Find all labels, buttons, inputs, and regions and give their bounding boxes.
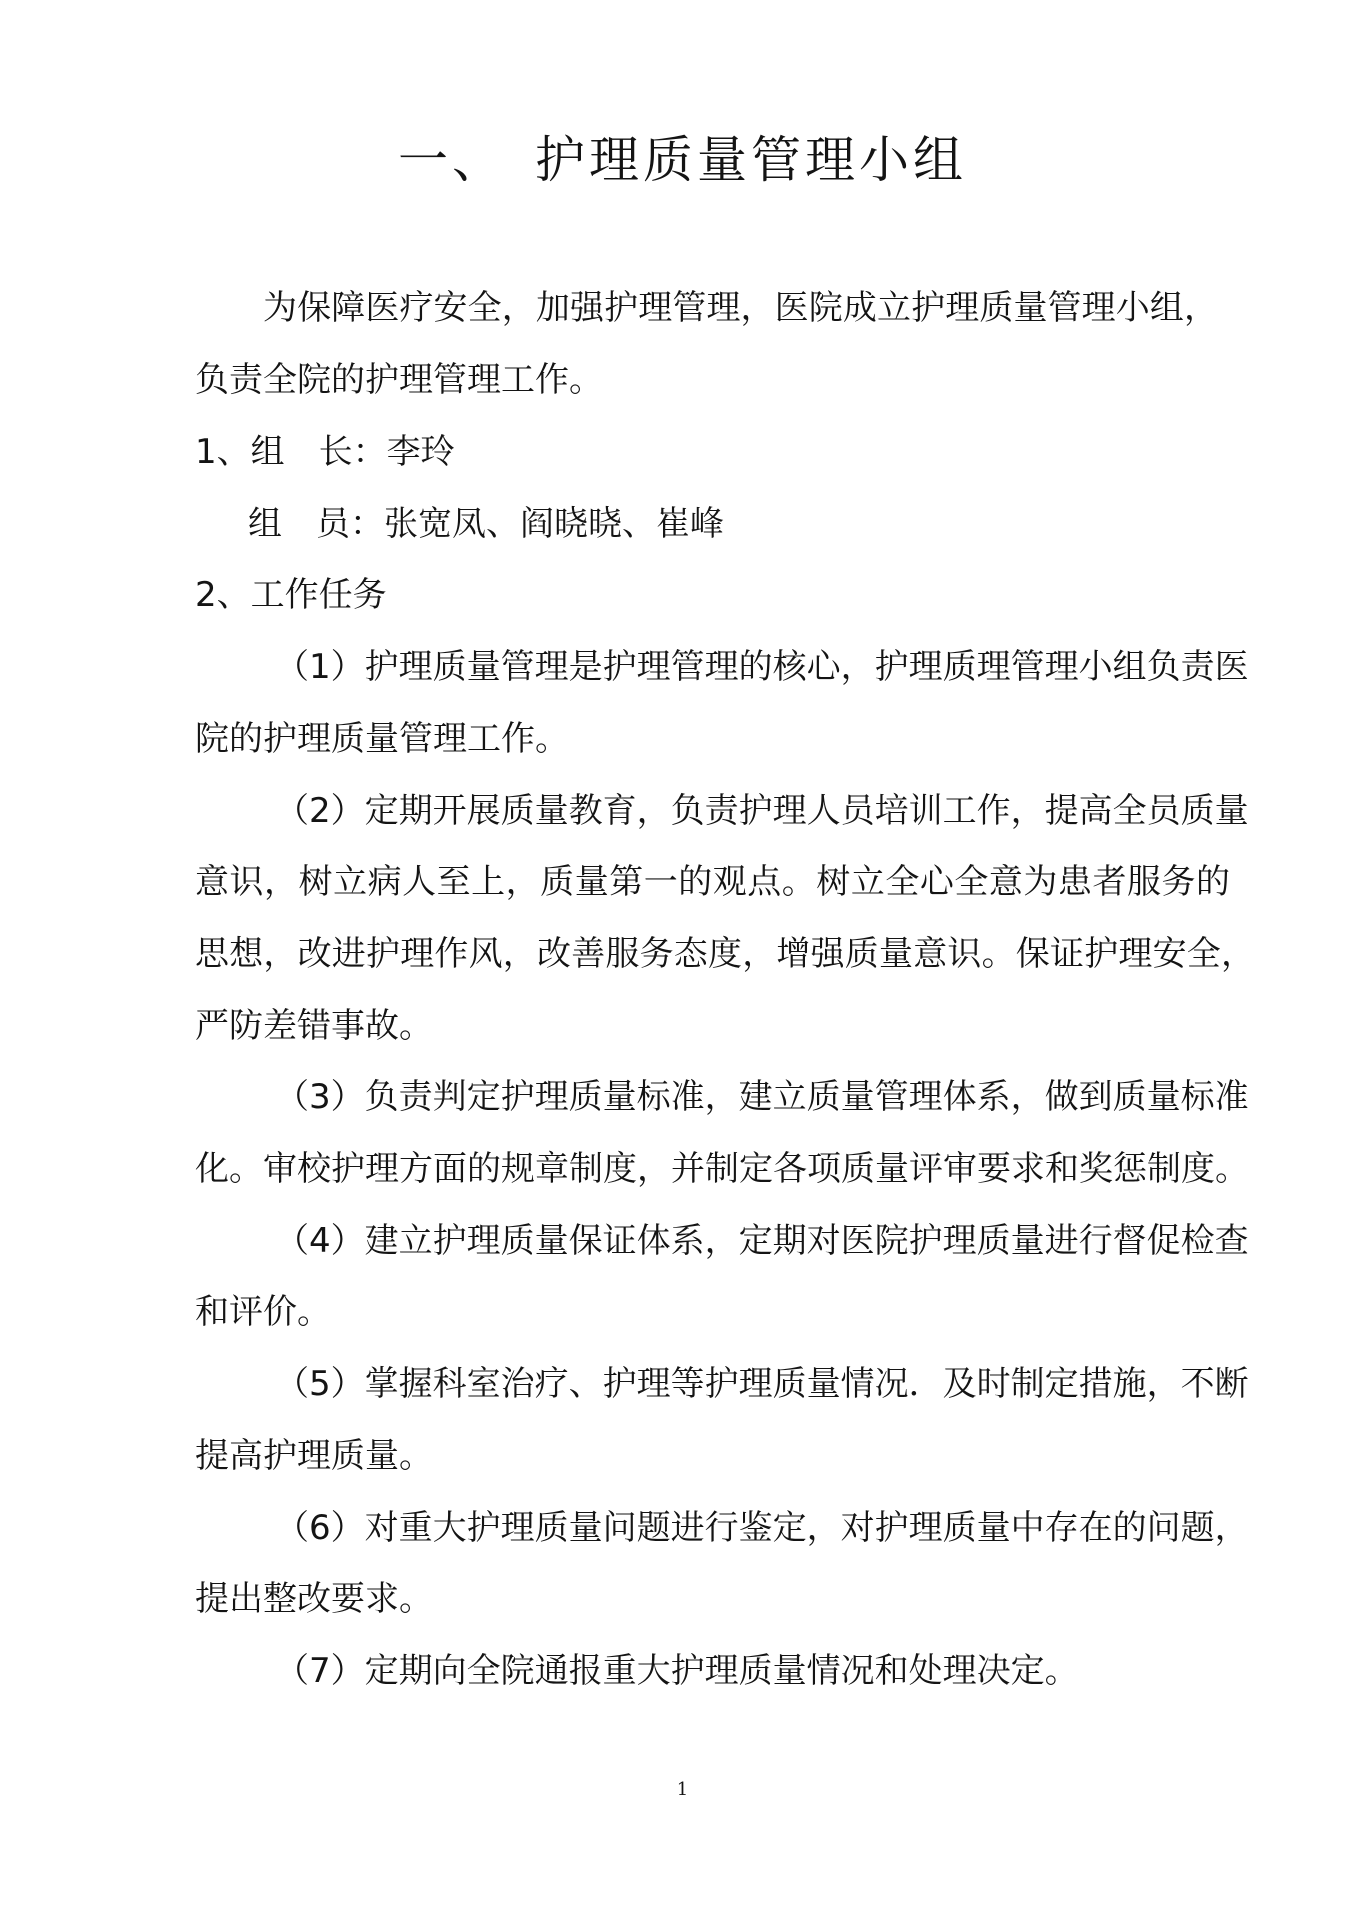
task-3-line-2: 化。审校护理方面的规章制度，并制定各项质量评审要求和奖惩制度。	[195, 1149, 1249, 1189]
page-title: 一、 护理质量管理小组	[398, 131, 967, 189]
task-7-line-1: （7）定期向全院通报重大护理质量情况和处理决定。	[275, 1651, 1079, 1691]
task-5-line-1: （5）掌握科室治疗、护理等护理质量情况．及时制定措施，不断	[275, 1364, 1249, 1404]
task-6-line-2: 提出整改要求。	[195, 1579, 433, 1619]
group-members-line: 组 员：张宽凤、阎晓晓、崔峰	[248, 504, 724, 544]
group-leader-line: 1、组 长：李玲	[195, 432, 455, 472]
task-2-line-3: 思想，改进护理作风，改善服务态度，增强质量意识。保证护理安全，	[195, 934, 1255, 974]
task-6-line-1: （6）对重大护理质量问题进行鉴定，对护理质量中存在的问题，	[275, 1508, 1249, 1548]
task-1-line-2: 院的护理质量管理工作。	[195, 719, 569, 759]
page-number: 1	[676, 1779, 689, 1800]
task-1-line-1: （1）护理质量管理是护理管理的核心，护理质理管理小组负责医	[275, 647, 1249, 687]
task-2-line-2: 意识，树立病人至上，质量第一的观点。树立全心全意为患者服务的	[195, 862, 1230, 902]
task-3-line-1: （3）负责判定护理质量标准，建立质量管理体系，做到质量标准	[275, 1077, 1249, 1117]
paragraph-intro-line-2: 负责全院的护理管理工作。	[195, 360, 603, 400]
task-5-line-2: 提高护理质量。	[195, 1436, 433, 1476]
task-2-line-4: 严防差错事故。	[195, 1006, 433, 1046]
task-4-line-1: （4）建立护理质量保证体系，定期对医院护理质量进行督促检查	[275, 1221, 1249, 1261]
paragraph-intro-line-1: 为保障医疗安全，加强护理管理，医院成立护理质量管理小组，	[263, 288, 1218, 328]
task-4-line-2: 和评价。	[195, 1292, 331, 1332]
task-2-line-1: （2）定期开展质量教育，负责护理人员培训工作，提高全员质量	[275, 791, 1249, 831]
section-heading-tasks: 2、工作任务	[195, 575, 387, 615]
